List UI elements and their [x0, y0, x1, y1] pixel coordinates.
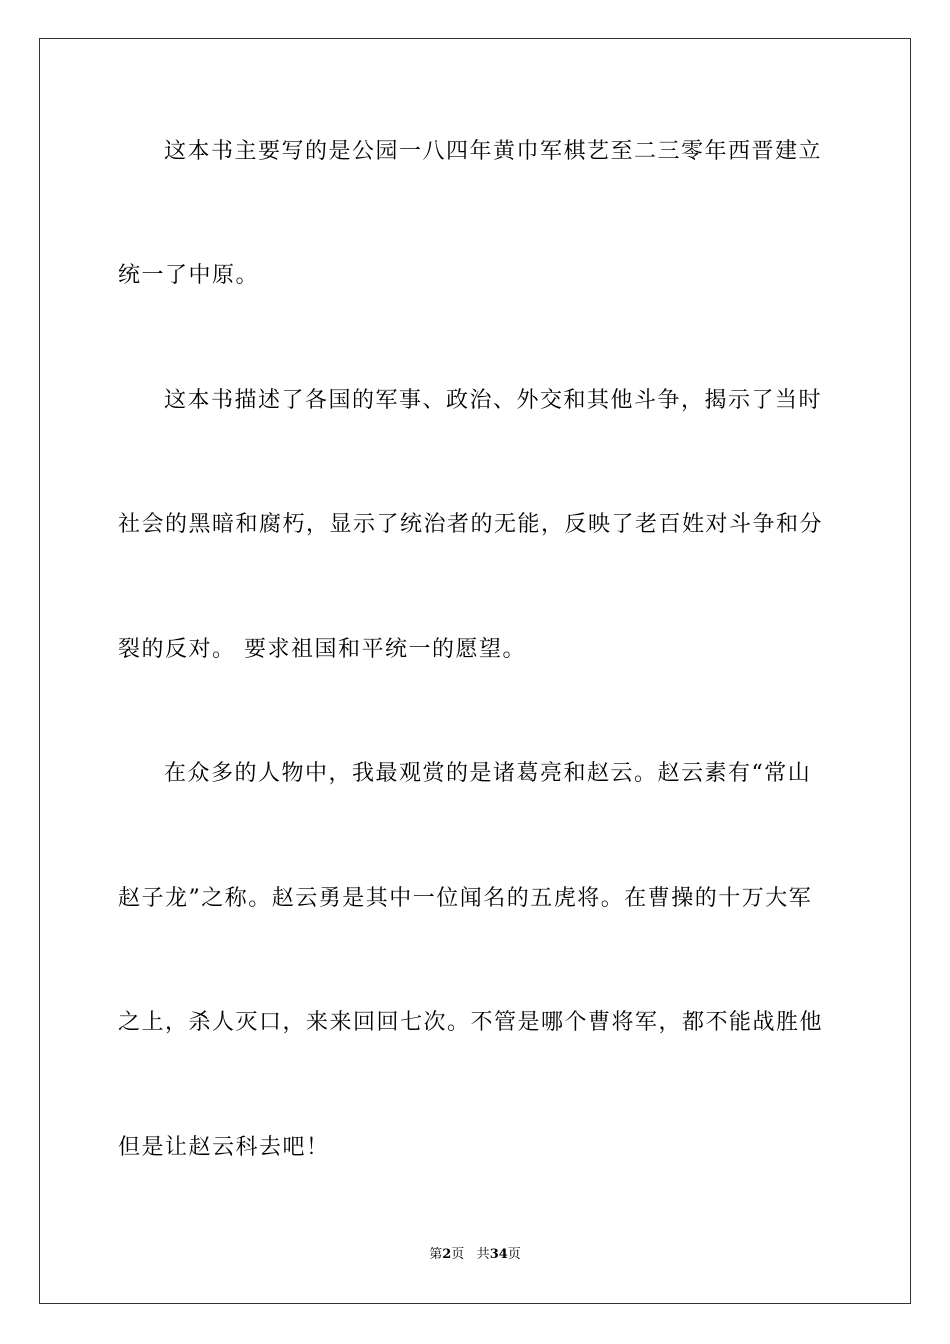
paragraph-2-line-2: 社会的黑暗和腐朽，显示了统治者的无能，反映了老百姓对斗争和分: [118, 512, 824, 537]
page-footer: [0, 1246, 950, 1264]
paragraph-2-line-1: 这本书描述了各国的军事、政治、外交和其他斗争，揭示了当时: [164, 388, 823, 413]
paragraph-3-line-1: 在众多的人物中，我最观赏的是诸葛亮和赵云。赵云素有“常山: [164, 761, 812, 786]
page-border: [39, 38, 911, 1304]
footer-total-pages: 34: [489, 1247, 508, 1262]
paragraph-2-line-3: 裂的反对。 要求祖国和平统一的愿望。: [118, 637, 526, 662]
paragraph-1-line-1: 这本书主要写的是公园一八四年黄巾军棋艺至二三零年西晋建立: [164, 139, 823, 164]
footer-prefix: 第: [429, 1247, 443, 1262]
footer-total-suffix: 页: [507, 1247, 521, 1262]
paragraph-3-line-2: 赵子龙”之称。赵云勇是其中一位闻名的五虎将。在曹操的十万大军: [118, 886, 813, 911]
footer-page-suffix: 页: [451, 1247, 465, 1262]
paragraph-3-line-4: 但是让赵云科去吧！: [118, 1135, 330, 1160]
footer-page-number: 2: [442, 1247, 452, 1262]
paragraph-3-line-3: 之上，杀人灭口，来来回回七次。不管是哪个曹将军，都不能战胜他: [118, 1010, 824, 1035]
paragraph-1-line-2: 统一了中原。: [118, 263, 260, 288]
footer-total-prefix: 共: [476, 1247, 490, 1262]
